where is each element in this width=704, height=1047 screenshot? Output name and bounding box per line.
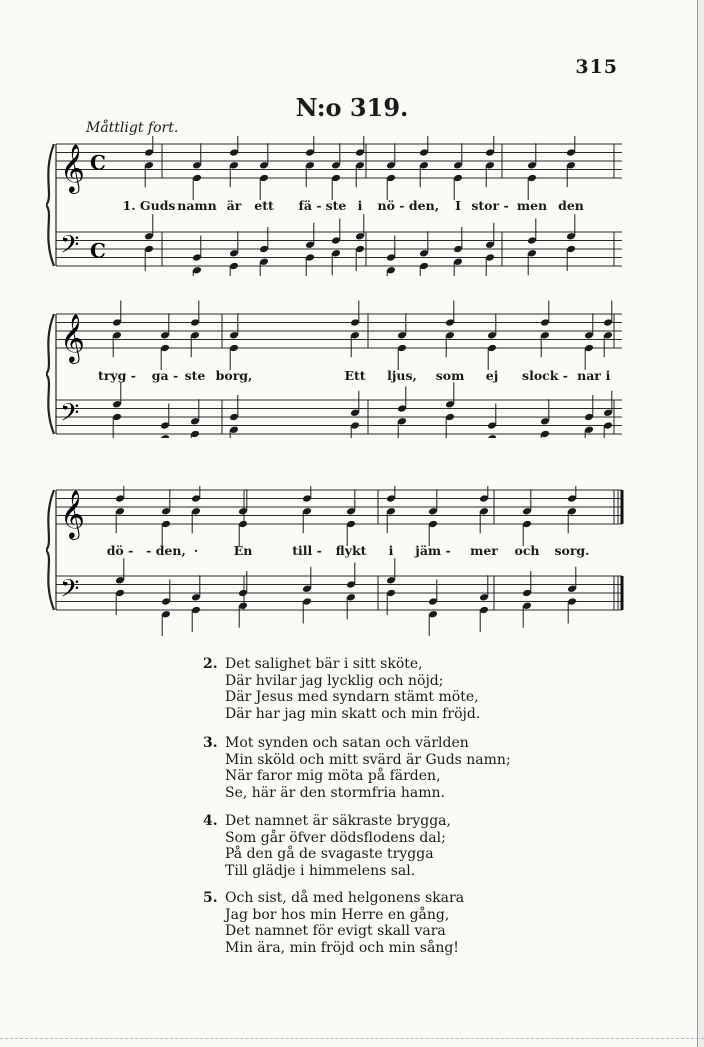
- lyric-line-2: [46, 368, 624, 388]
- verse-3: [203, 735, 511, 801]
- lyric-syllable: dö -: [106, 543, 134, 558]
- lyric-syllable: den,: [408, 198, 440, 213]
- notehead: [487, 434, 497, 438]
- lyric-syllable: ·: [193, 543, 199, 558]
- lyric-syllable: nar: [577, 368, 601, 383]
- verse-line: Där har jag min skatt och min fröjd.: [225, 705, 481, 722]
- bass-clef-icon: 𝄢: [60, 230, 80, 266]
- verse-number: 4.: [203, 813, 218, 829]
- lyric-syllable: ej: [485, 368, 499, 383]
- verse-line: På den gå de svagaste trygga: [225, 846, 434, 862]
- scan-edge: [697, 0, 704, 1047]
- lyric-syllable: men: [516, 198, 548, 213]
- tempo-marking: Måttligt fort.: [86, 120, 179, 136]
- lyric-syllable: I: [455, 198, 461, 213]
- verse-number: 2.: [203, 656, 218, 672]
- verse-line: Min ära, min fröjd och min sång!: [225, 939, 459, 956]
- common-time-icon: C: [90, 150, 106, 175]
- lyric-syllable: En: [233, 543, 253, 558]
- lyric-syllable: slock -: [522, 368, 568, 383]
- verse-line: Jag bor hos min Herre en gång,: [225, 906, 450, 923]
- verse-line: Det namnet för evigt skall vara: [225, 923, 446, 939]
- lyric-syllable: den: [558, 198, 584, 213]
- verse-line: Det salighet bär i sitt sköte,: [225, 656, 423, 672]
- lyric-syllable: som: [435, 368, 465, 383]
- verse-2: [203, 656, 480, 722]
- verse-line: Där hvilar jag lycklig och nöjd;: [225, 672, 444, 689]
- music-system-1: [46, 136, 624, 276]
- common-time-icon: C: [90, 238, 106, 263]
- verse-line: Det namnet är säkraste brygga,: [225, 813, 451, 829]
- lyric-syllable: ljus,: [387, 368, 417, 383]
- lyric-syllable: 1. Guds: [122, 198, 176, 213]
- lyric-syllable: namn: [177, 198, 217, 213]
- lyric-syllable: och: [514, 543, 540, 558]
- verse-number: 3.: [203, 735, 218, 751]
- lyric-syllable: ett: [254, 198, 274, 213]
- lyric-syllable: jäm -: [415, 543, 451, 558]
- lyric-syllable: mer: [470, 543, 498, 558]
- hymn-number: N:o 319.: [295, 93, 409, 122]
- lyric-syllable: ste: [184, 368, 206, 383]
- bass-clef-icon: 𝄢: [60, 574, 80, 610]
- lyric-syllable: till -: [292, 543, 322, 558]
- verse-line: Se, här är den stormfria hamn.: [225, 784, 445, 801]
- verse-line: Mot synden och satan och världen: [225, 735, 469, 751]
- lyric-syllable: sorg.: [554, 543, 590, 558]
- scan-bottom-edge: [0, 1038, 704, 1039]
- verse-line: Som går öfver dödsflodens dal;: [225, 829, 446, 846]
- lyric-line-3: [46, 543, 624, 563]
- lyric-syllable: i: [388, 543, 394, 558]
- page-number: 315: [575, 56, 618, 78]
- verse-line: Där Jesus med syndarn stämt möte,: [225, 689, 479, 705]
- treble-clef-icon: 𝄞: [60, 489, 85, 538]
- verse-line: När faror mig möta på färden,: [225, 768, 441, 784]
- verse-line: Till glädje i himmelens sal.: [225, 862, 416, 879]
- lyric-syllable: i: [357, 198, 363, 213]
- treble-clef-icon: 𝄞: [60, 143, 85, 192]
- lyric-line-1: [46, 198, 624, 218]
- lyric-syllable: tryg -: [98, 368, 136, 383]
- music-system-2: [46, 298, 624, 438]
- verse-number: 5.: [203, 890, 218, 906]
- verse-line: Min sköld och mitt svärd är Guds namn;: [225, 751, 511, 768]
- lyric-syllable: är: [226, 198, 242, 213]
- music-system-3: [46, 486, 624, 636]
- verse-5: [203, 890, 464, 956]
- lyric-syllable: nö -: [377, 198, 405, 213]
- treble-clef-icon: 𝄞: [60, 313, 85, 362]
- lyric-syllable: ste: [325, 198, 347, 213]
- lyric-syllable: flykt: [335, 543, 367, 558]
- verse-line: Och sist, då med helgonens skara: [225, 890, 465, 906]
- lyric-syllable: fä -: [298, 198, 322, 213]
- bass-clef-icon: 𝄢: [60, 398, 80, 434]
- notehead: [160, 434, 170, 438]
- lyric-syllable: ga -: [151, 368, 179, 383]
- lyric-syllable: borg,: [215, 368, 253, 383]
- lyric-syllable: - den,: [146, 543, 186, 558]
- lyric-syllable: stor -: [471, 198, 509, 213]
- verse-4: [203, 813, 451, 879]
- lyric-syllable: Ett: [344, 368, 366, 383]
- lyric-syllable: i: [605, 368, 611, 383]
